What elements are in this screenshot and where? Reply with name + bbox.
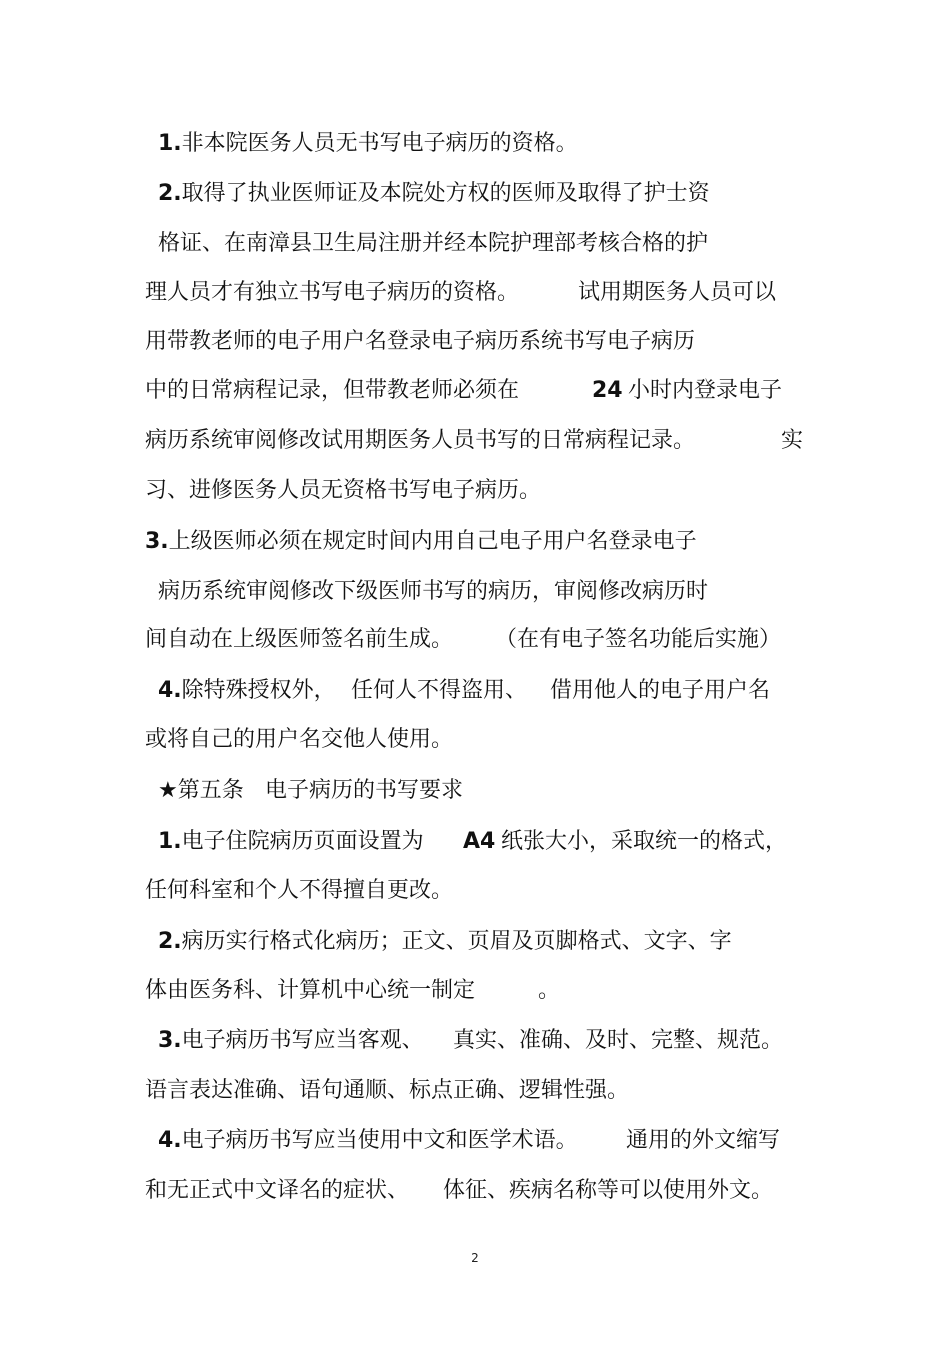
text-segment: 体由医务科、计算机中心统一制定: [145, 978, 476, 1003]
item-number: 4.: [158, 678, 182, 703]
text-segment: 病历系统审阅修改下级医师书写的病历，审阅修改病历时: [158, 579, 709, 604]
text-segment: （在有电子签名功能后实施）: [495, 627, 782, 652]
number-24: 24: [592, 378, 623, 403]
page-number: 2: [471, 1251, 479, 1265]
heading-title: 电子病历的书写要求: [265, 778, 464, 803]
item-number: 2.: [158, 929, 182, 954]
item-number: 2.: [158, 181, 182, 206]
item-number: 1.: [158, 829, 182, 854]
text-segment: 理人员才有独立书写电子病历的资格。: [145, 280, 520, 305]
text-segment: [158, 128, 578, 160]
text-segment: 任何科室和个人不得擅自更改。: [145, 878, 454, 903]
text-segment: [145, 526, 697, 558]
item-number: 3.: [158, 1028, 182, 1053]
text-segment: 和无正式中文译名的症状、: [145, 1178, 410, 1203]
text-segment: 或将自己的用户名交他人使用。: [145, 727, 454, 752]
item-number: 4.: [158, 1128, 182, 1153]
segment-text: 病历实行格式化病历；正文、页眉及页脚格式、文字、字: [181, 929, 732, 954]
text-segment: 。: [538, 978, 561, 1003]
text-segment: 语言表达准确、语句通顺、标点正确、逻辑性强。: [145, 1078, 630, 1103]
text-segment: [158, 1025, 424, 1057]
text-segment: 中的日常病程记录，但带教老师必须在: [145, 378, 520, 403]
text-segment: [158, 1125, 578, 1157]
item-number: 3.: [145, 529, 169, 554]
text-segment: 任何人不得盗用、: [351, 678, 528, 703]
text-segment: [158, 826, 424, 858]
text-segment: 体征、疾病名称等可以使用外文。: [443, 1178, 774, 1203]
segment-text: 电子病历书写应当客观、: [181, 1028, 424, 1053]
paper-size: A4: [463, 829, 496, 854]
segment-text: 电子病历书写应当使用中文和医学术语。: [181, 1128, 578, 1153]
heading-label: ★第五条: [158, 778, 244, 803]
text-segment: 通用的外文缩写: [626, 1128, 781, 1153]
segment-text: 电子住院病历页面设置为: [181, 829, 424, 854]
text-segment: 小时内登录电子: [628, 378, 783, 403]
text-segment: 格证、在南漳县卫生局注册并经本院护理部考核合格的护: [158, 231, 709, 256]
text-segment: 实: [781, 428, 804, 453]
segment-text: 取得了执业医师证及本院处方权的医师及取得了护士资: [181, 181, 710, 206]
text-segment: 试用期医务人员可以: [578, 280, 777, 305]
text-segment: 习、进修医务人员无资格书写电子病历。: [145, 478, 542, 503]
text-segment: [158, 926, 732, 958]
segment-text: 除特殊授权外，: [181, 678, 336, 703]
segment-text: 上级医师必须在规定时间内用自己电子用户名登录电子: [168, 529, 697, 554]
text-segment: 间自动在上级医师签名前生成。: [145, 627, 454, 652]
item-number: 1.: [158, 131, 182, 156]
text-segment: 真实、准确、及时、完整、规范。: [453, 1028, 784, 1053]
text-segment: 借用他人的电子用户名: [550, 678, 771, 703]
segment-text: 非本院医务人员无书写电子病历的资格。: [181, 131, 578, 156]
text-segment: 纸张大小，采取统一的格式，: [501, 829, 788, 854]
text-segment: [158, 178, 710, 210]
text-segment: 用带教老师的电子用户名登录电子病历系统书写电子病历: [145, 329, 696, 354]
text-segment: [158, 675, 336, 707]
text-segment: 病历系统审阅修改试用期医务人员书写的日常病程记录。: [145, 428, 696, 453]
